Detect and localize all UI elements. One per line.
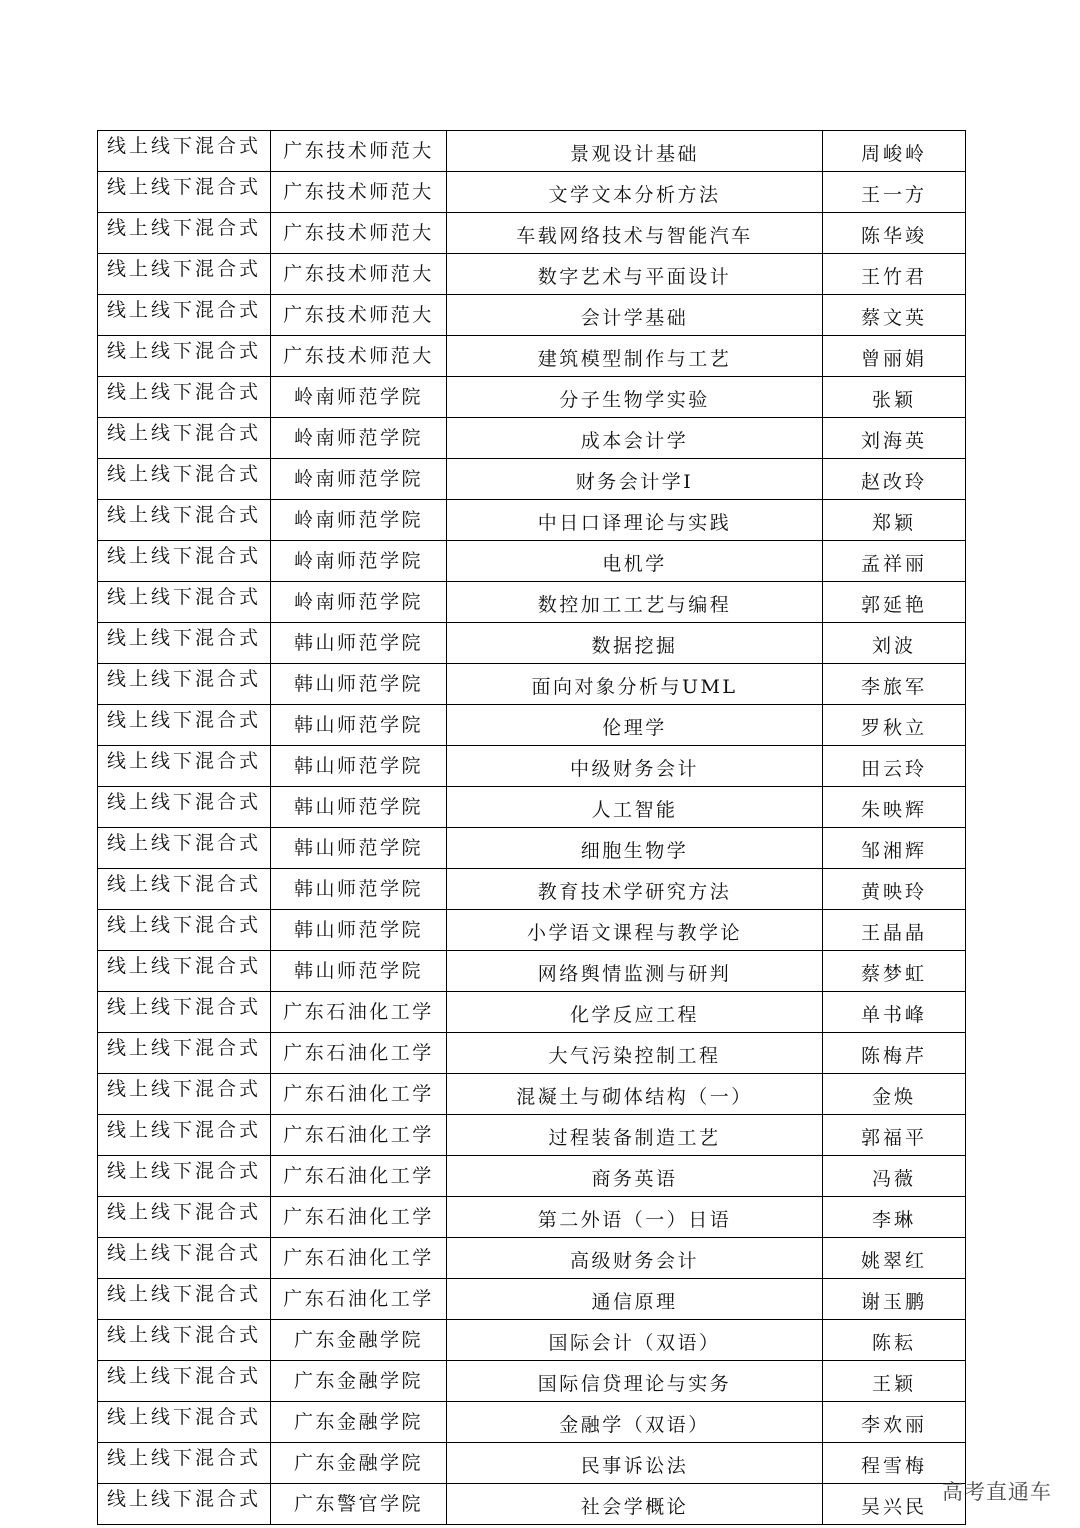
school-cell: 岭南师范学院 <box>271 377 447 418</box>
school-cell: 广东石油化工学 <box>271 1033 447 1074</box>
table-row <box>98 869 966 910</box>
teaching-mode-cell: 线上线下混合式 <box>98 910 271 951</box>
school-cell: 广东技术师范大 <box>271 131 447 172</box>
teacher-cell: 单书峰 <box>823 992 966 1033</box>
teacher-cell: 黄映玲 <box>823 869 966 910</box>
teacher-cell: 郭延艳 <box>823 582 966 623</box>
table-row <box>98 172 966 213</box>
teacher-cell: 陈梅芹 <box>823 1033 966 1074</box>
course-name-cell: 电机学 <box>447 541 823 582</box>
school-cell: 广东石油化工学 <box>271 1197 447 1238</box>
school-cell: 岭南师范学院 <box>271 541 447 582</box>
teacher-cell: 邹湘辉 <box>823 828 966 869</box>
course-name-cell: 人工智能 <box>447 787 823 828</box>
teaching-mode-cell: 线上线下混合式 <box>98 1074 271 1115</box>
table-row <box>98 664 966 705</box>
school-cell: 广东石油化工学 <box>271 1115 447 1156</box>
course-name-cell: 商务英语 <box>447 1156 823 1197</box>
teacher-cell: 曾丽娟 <box>823 336 966 377</box>
teacher-cell: 张颖 <box>823 377 966 418</box>
teaching-mode-cell: 线上线下混合式 <box>98 1361 271 1402</box>
teacher-cell: 朱映辉 <box>823 787 966 828</box>
table-row <box>98 500 966 541</box>
table-row <box>98 213 966 254</box>
table-row <box>98 295 966 336</box>
table-row <box>98 1156 966 1197</box>
teacher-cell: 孟祥丽 <box>823 541 966 582</box>
course-name-cell: 伦理学 <box>447 705 823 746</box>
school-cell: 岭南师范学院 <box>271 582 447 623</box>
course-name-cell: 车载网络技术与智能汽车 <box>447 213 823 254</box>
teacher-cell: 陈耘 <box>823 1320 966 1361</box>
table-row <box>98 131 966 172</box>
teaching-mode-cell: 线上线下混合式 <box>98 295 271 336</box>
table-row <box>98 828 966 869</box>
teacher-cell: 郭福平 <box>823 1115 966 1156</box>
teacher-cell: 王颖 <box>823 1361 966 1402</box>
table-row <box>98 254 966 295</box>
teaching-mode-cell: 线上线下混合式 <box>98 992 271 1033</box>
school-cell: 韩山师范学院 <box>271 746 447 787</box>
teaching-mode-cell: 线上线下混合式 <box>98 705 271 746</box>
table-row <box>98 1361 966 1402</box>
course-name-cell: 财务会计学Ⅰ <box>447 459 823 500</box>
course-name-cell: 国际信贷理论与实务 <box>447 1361 823 1402</box>
school-cell: 韩山师范学院 <box>271 787 447 828</box>
course-table <box>97 130 966 1525</box>
teacher-cell: 冯薇 <box>823 1156 966 1197</box>
course-name-cell: 国际会计（双语） <box>447 1320 823 1361</box>
school-cell: 广东石油化工学 <box>271 1156 447 1197</box>
course-name-cell: 金融学（双语） <box>447 1402 823 1443</box>
teacher-cell: 郑颖 <box>823 500 966 541</box>
teacher-cell: 田云玲 <box>823 746 966 787</box>
teacher-cell: 吴兴民 <box>823 1484 966 1525</box>
table-row <box>98 582 966 623</box>
teaching-mode-cell: 线上线下混合式 <box>98 828 271 869</box>
table-row <box>98 746 966 787</box>
table-row <box>98 377 966 418</box>
course-table-body <box>98 131 966 1525</box>
teacher-cell: 王竹君 <box>823 254 966 295</box>
course-name-cell: 民事诉讼法 <box>447 1443 823 1484</box>
table-row <box>98 623 966 664</box>
school-cell: 广东石油化工学 <box>271 1279 447 1320</box>
teaching-mode-cell: 线上线下混合式 <box>98 664 271 705</box>
table-row <box>98 1443 966 1484</box>
course-name-cell: 成本会计学 <box>447 418 823 459</box>
teaching-mode-cell: 线上线下混合式 <box>98 1443 271 1484</box>
school-cell: 广东石油化工学 <box>271 1238 447 1279</box>
table-row <box>98 1197 966 1238</box>
course-name-cell: 数字艺术与平面设计 <box>447 254 823 295</box>
course-name-cell: 数据挖掘 <box>447 623 823 664</box>
school-cell: 岭南师范学院 <box>271 418 447 459</box>
school-cell: 岭南师范学院 <box>271 459 447 500</box>
course-name-cell: 高级财务会计 <box>447 1238 823 1279</box>
teacher-cell: 罗秋立 <box>823 705 966 746</box>
course-name-cell: 化学反应工程 <box>447 992 823 1033</box>
teaching-mode-cell: 线上线下混合式 <box>98 951 271 992</box>
school-cell: 广东技术师范大 <box>271 295 447 336</box>
teacher-cell: 李欢丽 <box>823 1402 966 1443</box>
course-name-cell: 面向对象分析与UML <box>447 664 823 705</box>
course-name-cell: 中级财务会计 <box>447 746 823 787</box>
teacher-cell: 李旅军 <box>823 664 966 705</box>
course-name-cell: 第二外语（一）日语 <box>447 1197 823 1238</box>
school-cell: 韩山师范学院 <box>271 869 447 910</box>
course-name-cell: 建筑模型制作与工艺 <box>447 336 823 377</box>
teaching-mode-cell: 线上线下混合式 <box>98 377 271 418</box>
teacher-cell: 程雪梅 <box>823 1443 966 1484</box>
teacher-cell: 金焕 <box>823 1074 966 1115</box>
school-cell: 广东金融学院 <box>271 1443 447 1484</box>
school-cell: 广东技术师范大 <box>271 254 447 295</box>
teaching-mode-cell: 线上线下混合式 <box>98 418 271 459</box>
table-row <box>98 951 966 992</box>
table-row <box>98 336 966 377</box>
school-cell: 韩山师范学院 <box>271 705 447 746</box>
teacher-cell: 赵改玲 <box>823 459 966 500</box>
teaching-mode-cell: 线上线下混合式 <box>98 746 271 787</box>
teaching-mode-cell: 线上线下混合式 <box>98 787 271 828</box>
school-cell: 广东警官学院 <box>271 1484 447 1525</box>
table-row <box>98 459 966 500</box>
course-name-cell: 文学文本分析方法 <box>447 172 823 213</box>
teaching-mode-cell: 线上线下混合式 <box>98 869 271 910</box>
teaching-mode-cell: 线上线下混合式 <box>98 582 271 623</box>
school-cell: 韩山师范学院 <box>271 623 447 664</box>
teaching-mode-cell: 线上线下混合式 <box>98 1320 271 1361</box>
course-name-cell: 细胞生物学 <box>447 828 823 869</box>
school-cell: 韩山师范学院 <box>271 910 447 951</box>
table-row <box>98 1320 966 1361</box>
teacher-cell: 蔡文英 <box>823 295 966 336</box>
teacher-cell: 刘波 <box>823 623 966 664</box>
table-row <box>98 1484 966 1525</box>
school-cell: 广东金融学院 <box>271 1361 447 1402</box>
course-name-cell: 通信原理 <box>447 1279 823 1320</box>
teaching-mode-cell: 线上线下混合式 <box>98 172 271 213</box>
table-row <box>98 1238 966 1279</box>
teaching-mode-cell: 线上线下混合式 <box>98 500 271 541</box>
teacher-cell: 刘海英 <box>823 418 966 459</box>
teaching-mode-cell: 线上线下混合式 <box>98 1238 271 1279</box>
watermark: 高考直通车 <box>942 1480 1052 1504</box>
course-name-cell: 会计学基础 <box>447 295 823 336</box>
school-cell: 韩山师范学院 <box>271 828 447 869</box>
teacher-cell: 王一方 <box>823 172 966 213</box>
course-name-cell: 数控加工工艺与编程 <box>447 582 823 623</box>
table-row <box>98 541 966 582</box>
teaching-mode-cell: 线上线下混合式 <box>98 336 271 377</box>
teaching-mode-cell: 线上线下混合式 <box>98 459 271 500</box>
school-cell: 广东金融学院 <box>271 1320 447 1361</box>
teaching-mode-cell: 线上线下混合式 <box>98 213 271 254</box>
teaching-mode-cell: 线上线下混合式 <box>98 1279 271 1320</box>
table-row <box>98 705 966 746</box>
teacher-cell: 蔡梦虹 <box>823 951 966 992</box>
course-name-cell: 网络舆情监测与研判 <box>447 951 823 992</box>
school-cell: 广东技术师范大 <box>271 213 447 254</box>
school-cell: 广东金融学院 <box>271 1402 447 1443</box>
table-row <box>98 1402 966 1443</box>
course-name-cell: 社会学概论 <box>447 1484 823 1525</box>
teaching-mode-cell: 线上线下混合式 <box>98 254 271 295</box>
teacher-cell: 姚翠红 <box>823 1238 966 1279</box>
table-row <box>98 1279 966 1320</box>
table-row <box>98 1033 966 1074</box>
course-name-cell: 小学语文课程与教学论 <box>447 910 823 951</box>
teaching-mode-cell: 线上线下混合式 <box>98 1402 271 1443</box>
school-cell: 韩山师范学院 <box>271 664 447 705</box>
teaching-mode-cell: 线上线下混合式 <box>98 1484 271 1525</box>
school-cell: 广东技术师范大 <box>271 336 447 377</box>
teaching-mode-cell: 线上线下混合式 <box>98 1156 271 1197</box>
teacher-cell: 周峻岭 <box>823 131 966 172</box>
teacher-cell: 李琳 <box>823 1197 966 1238</box>
teacher-cell: 陈华竣 <box>823 213 966 254</box>
table-row <box>98 1074 966 1115</box>
teacher-cell: 王晶晶 <box>823 910 966 951</box>
teacher-cell: 谢玉鹏 <box>823 1279 966 1320</box>
course-name-cell: 中日口译理论与实践 <box>447 500 823 541</box>
table-row <box>98 418 966 459</box>
school-cell: 广东石油化工学 <box>271 992 447 1033</box>
table-row <box>98 910 966 951</box>
course-name-cell: 过程装备制造工艺 <box>447 1115 823 1156</box>
teaching-mode-cell: 线上线下混合式 <box>98 131 271 172</box>
course-name-cell: 教育技术学研究方法 <box>447 869 823 910</box>
course-name-cell: 分子生物学实验 <box>447 377 823 418</box>
course-name-cell: 混凝土与砌体结构（一） <box>447 1074 823 1115</box>
school-cell: 韩山师范学院 <box>271 951 447 992</box>
school-cell: 岭南师范学院 <box>271 500 447 541</box>
table-row <box>98 1115 966 1156</box>
course-name-cell: 景观设计基础 <box>447 131 823 172</box>
teaching-mode-cell: 线上线下混合式 <box>98 1033 271 1074</box>
teaching-mode-cell: 线上线下混合式 <box>98 623 271 664</box>
table-row <box>98 992 966 1033</box>
course-name-cell: 大气污染控制工程 <box>447 1033 823 1074</box>
teaching-mode-cell: 线上线下混合式 <box>98 1115 271 1156</box>
table-row <box>98 787 966 828</box>
teaching-mode-cell: 线上线下混合式 <box>98 541 271 582</box>
school-cell: 广东石油化工学 <box>271 1074 447 1115</box>
school-cell: 广东技术师范大 <box>271 172 447 213</box>
teaching-mode-cell: 线上线下混合式 <box>98 1197 271 1238</box>
